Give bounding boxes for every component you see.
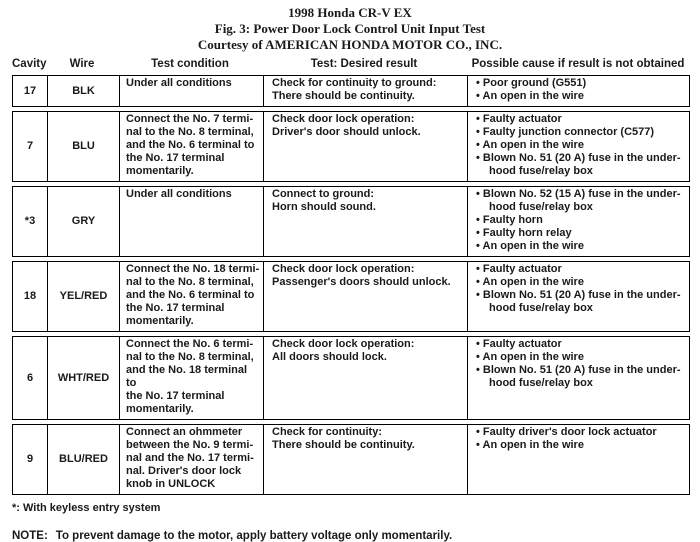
test-condition: Connect the No. 18 termi- nal to the No. 8 terminal, and the No. 6 terminal to the No. 17 terminal momentarily. bbox=[119, 262, 263, 331]
cause-item: • Blown No. 51 (20 A) fuse in the under-hood fuse/relay box bbox=[476, 152, 685, 178]
cavity-value: 6 bbox=[26, 371, 34, 384]
cause-item: • Faulty actuator bbox=[476, 113, 685, 126]
courtesy-line: Courtesy of AMERICAN HONDA MOTOR CO., INC. bbox=[197, 37, 503, 52]
desired-result: Check for continuity: There should be continuity. bbox=[263, 425, 467, 494]
desired-result: Check door lock operation: Driver's door should unlock. bbox=[263, 112, 467, 181]
table-row bbox=[12, 336, 690, 420]
table-row bbox=[12, 424, 690, 495]
cause-item: • An open in the wire bbox=[476, 439, 685, 452]
cavity-value: *3 bbox=[24, 215, 36, 227]
table-row bbox=[12, 261, 690, 332]
table-row bbox=[12, 75, 690, 107]
cavity-value: 7 bbox=[26, 140, 34, 152]
header-wire: Wire bbox=[69, 58, 95, 70]
cavity-value: 9 bbox=[26, 453, 34, 465]
table-header-row bbox=[12, 58, 690, 71]
possible-causes bbox=[467, 112, 689, 181]
wire-value: BLU bbox=[47, 112, 119, 181]
possible-causes bbox=[467, 425, 689, 494]
asterisk-footnote: *: With keyless entry system bbox=[12, 502, 161, 514]
input-test-table bbox=[12, 58, 690, 495]
cause-item: • An open in the wire bbox=[476, 139, 685, 152]
note-label: NOTE: bbox=[12, 530, 48, 542]
table-row bbox=[12, 111, 690, 182]
test-condition: Connect an ohmmeter between the No. 9 termi- nal and the No. 17 termi- nal. Driver's door lock knob in UNLOCK bbox=[119, 425, 263, 494]
vehicle-title: 1998 Honda CR-V EX bbox=[288, 5, 412, 20]
test-condition: Under all conditions bbox=[119, 187, 263, 256]
test-condition: Connect the No. 7 termi- nal to the No. 8 terminal, and the No. 6 terminal to the No. 17 terminal momentarily. bbox=[119, 112, 263, 181]
note-line bbox=[12, 530, 700, 542]
table-row bbox=[12, 186, 690, 257]
desired-result: Check door lock operation: Passenger's doors should unlock. bbox=[263, 262, 467, 331]
test-condition: Under all conditions bbox=[119, 76, 263, 106]
cause-item: • An open in the wire bbox=[476, 240, 685, 253]
wire-value: BLU/RED bbox=[47, 425, 119, 494]
cause-item: • An open in the wire bbox=[476, 276, 685, 289]
desired-result: Check for continuity to ground: There should be continuity. bbox=[263, 76, 467, 106]
cause-item: • Faulty horn bbox=[476, 214, 685, 227]
header-possible-cause: Possible cause if result is not obtained bbox=[471, 58, 685, 70]
possible-causes bbox=[467, 262, 689, 331]
desired-result: Check door lock operation: All doors should lock. bbox=[263, 337, 467, 419]
figure-title: Fig. 3: Power Door Lock Control Unit Input Test bbox=[214, 21, 486, 36]
test-condition: Connect the No. 6 termi- nal to the No. 8 terminal, and the No. 18 terminal to the No. 17 terminal momentarily. bbox=[119, 337, 263, 419]
header-test-condition: Test condition bbox=[151, 58, 229, 70]
wire-value: BLK bbox=[47, 76, 119, 106]
desired-result: Connect to ground: Horn should sound. bbox=[263, 187, 467, 256]
wire-value: YEL/RED bbox=[47, 262, 119, 331]
wire-value: GRY bbox=[47, 187, 119, 256]
cavity-value: 17 bbox=[23, 84, 37, 97]
cause-item: • Faulty driver's door lock actuator bbox=[476, 426, 685, 439]
title-block bbox=[0, 0, 700, 53]
possible-causes bbox=[467, 76, 689, 106]
cavity-value: 18 bbox=[23, 290, 37, 302]
header-cavity: Cavity bbox=[12, 58, 47, 70]
cause-item: • An open in the wire bbox=[476, 90, 685, 103]
possible-causes bbox=[467, 187, 689, 256]
cause-item: • Faulty horn relay bbox=[476, 227, 685, 240]
cause-item: • Faulty actuator bbox=[476, 263, 685, 276]
cause-item: • Faulty actuator bbox=[476, 338, 685, 351]
cause-item: • Blown No. 51 (20 A) fuse in the under-hood fuse/relay box bbox=[476, 289, 685, 315]
note-text: To prevent damage to the motor, apply battery voltage only momentarily. bbox=[55, 530, 453, 542]
cause-item: • Blown No. 52 (15 A) fuse in the under-hood fuse/relay box bbox=[476, 188, 685, 214]
header-desired-result: Test: Desired result bbox=[310, 58, 418, 70]
cause-item: • Faulty junction connector (C577) bbox=[476, 126, 685, 139]
possible-causes bbox=[467, 337, 689, 419]
wire-value: WHT/RED bbox=[47, 337, 119, 419]
cause-item: • An open in the wire bbox=[476, 351, 685, 364]
cause-item: • Blown No. 51 (20 A) fuse in the under-hood fuse/relay box bbox=[476, 364, 685, 390]
cause-item: • Poor ground (G551) bbox=[476, 77, 685, 90]
